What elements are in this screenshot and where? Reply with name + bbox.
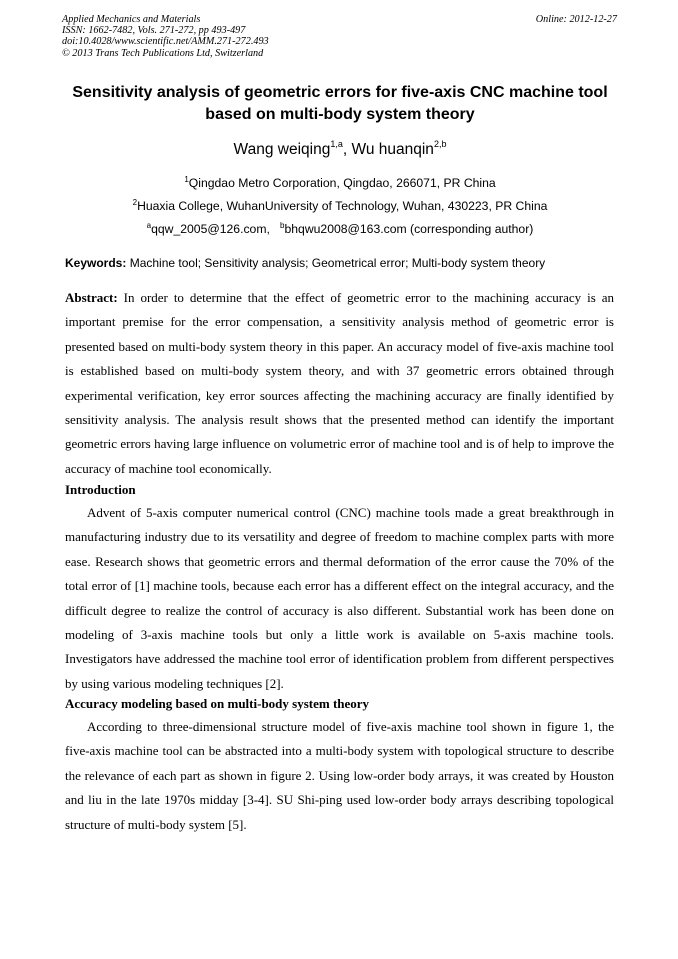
email-line [40, 218, 640, 237]
affiliation-superscript: 2 [132, 198, 138, 207]
email-a[interactable]: qqw_2005@126.com, [151, 222, 270, 237]
affiliation-2 [40, 195, 640, 214]
email-superscript: a [146, 221, 152, 230]
title-line-1: Sensitivity analysis of geometric errors for five-axis CNC machine tool [72, 84, 608, 101]
doi-line: doi:10.4028/www.scientific.net/AMM.271-272.493 [62, 36, 269, 48]
journal-name: Applied Mechanics and Materials [62, 14, 201, 25]
abstract [65, 286, 614, 481]
introduction-paragraph: Advent of 5-axis computer numerical control (CNC) machine tools made a great breakthrough in manufacturing industry due to its versatility and degree of freedom to machine complex parts with more ease. Research shows that geometric errors and thermal deformation of the error cause the 70% of the total error of [1] machine tools, because each error has a different effect on the integral accuracy, and the difficult degree to realize the control of accuracy is also different. Substantial work has been done on modeling of 3-axis machine tools but only a little work is available on 5-axis machine tools. Investigators have addressed the machine tool error of identification problem from different perspectives by using various modeling techniques [2]. [65, 505, 614, 691]
affiliation-superscript: 1 [184, 175, 189, 184]
author-separator: , [342, 141, 352, 159]
author-list [40, 135, 640, 160]
keywords-text: Machine tool; Sensitivity analysis; Geometrical error; Multi-body system theory [129, 256, 546, 270]
section-heading-modeling: Accuracy modeling based on multi-body system theory [65, 696, 370, 711]
modeling-paragraph: According to three-dimensional structure model of five-axis machine tool shown in figure 1, the five-axis machine tool can be abstracted into a multi-body system with topological structure to describe the relevance of each part as shown in figure 2. Using low-order body arrays, it was created by Houston and liu in the late 1970s midday [3-4]. SU Shi-ping used low-order body arrays describing topological structure of multi-body system [5]. [65, 719, 614, 832]
author-superscript: 2,b [433, 139, 447, 149]
affiliation-text: Qingdao Metro Corporation, Qingdao, 266071, PR China [188, 176, 496, 191]
email-b[interactable]: bhqwu2008@163.com (corresponding author) [284, 222, 534, 237]
paper-title [40, 82, 640, 126]
abstract-label: Abstract: [65, 290, 118, 305]
title-line-2: based on multi-body system theory [205, 106, 475, 123]
section-heading-introduction: Introduction [65, 482, 136, 497]
online-date: Online: 2012-12-27 [535, 14, 617, 25]
affiliation-text: Huaxia College, WuhanUniversity of Technology, Wuhan, 430223, PR China [137, 199, 548, 214]
email-superscript: b [280, 221, 285, 230]
copyright-line: © 2013 Trans Tech Publications Ltd, Switzerland [62, 47, 264, 59]
abstract-text: In order to determine that the effect of geometric error to the machining accuracy is an important premise for the error compensation, a sensitivity analysis method of geometric error is presented based on multi-body system theory in this paper. An accuracy model of five-axis machine tool is established based on multi-body system theory, and with 37 geometric errors obtained through experimental verification, key error sources affecting the machining accuracy are finally identified by sensitivity analysis. The analysis result shows that the presented method can identify the important geometric errors having large influence on volumetric error of machine tool and is of help to improve the accuracy of machine tool economically. [65, 290, 614, 476]
affiliation-1 [40, 172, 640, 191]
author-superscript: 1,a [330, 139, 343, 149]
issn-line: ISSN: 1662-7482, Vols. 271-272, pp 493-497 [62, 25, 246, 37]
keywords [65, 255, 625, 271]
keywords-label: Keywords: [65, 256, 127, 270]
journal-header [62, 14, 617, 59]
author-name: Wu huanqin [351, 141, 434, 159]
author-name: Wang weiqing [233, 141, 331, 159]
